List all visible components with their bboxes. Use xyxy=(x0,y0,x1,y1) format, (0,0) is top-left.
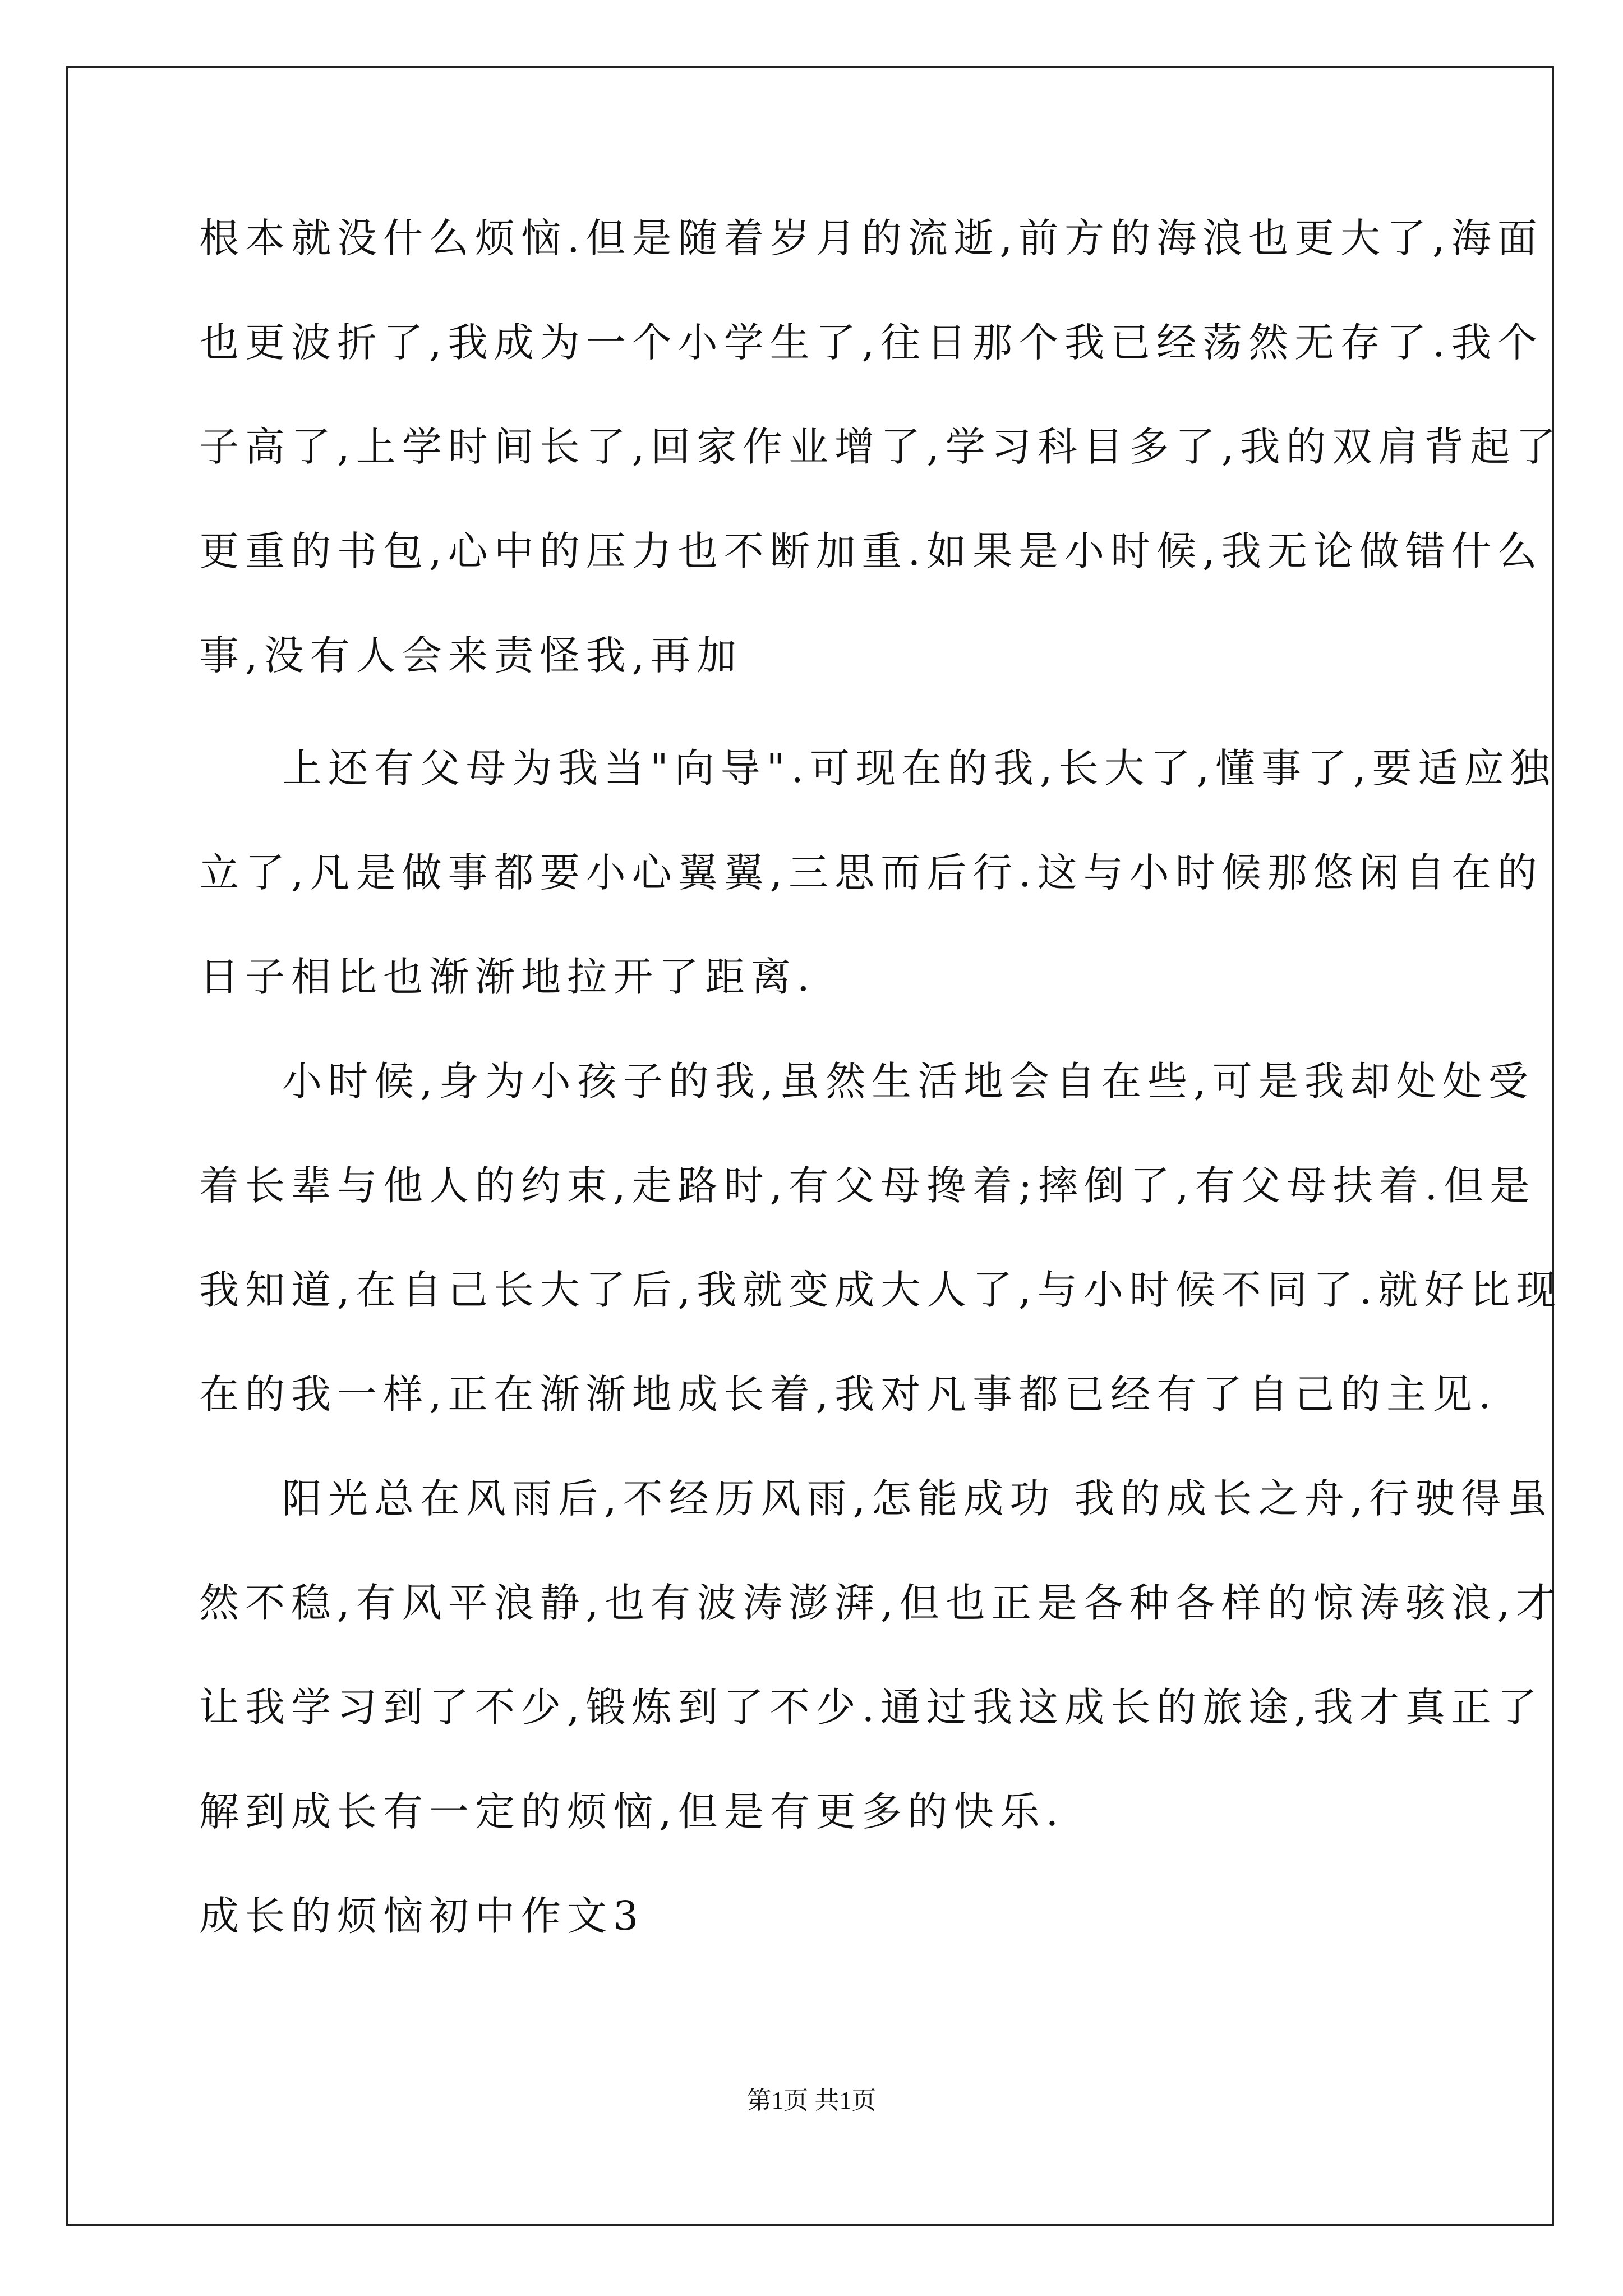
text-line: 事,没有人会来责怪我,再加 xyxy=(199,632,743,679)
text-line: 小时候,身为小孩子的我,虽然生活地会自在些,可是我却处处受 xyxy=(282,1058,1534,1105)
text-line: 根本就没什么烦恼.但是随着岁月的流逝,前方的海浪也更大了,海面 xyxy=(199,215,1543,261)
page-footer: 第1页 共1页 xyxy=(746,2087,877,2114)
text-line: 在的我一样,正在渐渐地成长着,我对凡事都已经有了自己的主见. xyxy=(199,1371,1497,1418)
text-line: 然不稳,有风平浪静,也有波涛澎湃,但也正是各种各样的惊涛骇浪,才 xyxy=(199,1580,1562,1626)
text-line: 阳光总在风雨后,不经历风雨,怎能成功 我的成长之舟,行驶得虽 xyxy=(282,1475,1553,1522)
text-line: 立了,凡是做事都要小心翼翼,三思而后行.这与小时候那悠闲自在的 xyxy=(199,849,1543,896)
text-line: 也更波折了,我成为一个小学生了,往日那个我已经荡然无存了.我个 xyxy=(199,319,1543,366)
text-line: 让我学习到了不少,锻炼到了不少.通过我这成长的旅途,我才真正了 xyxy=(199,1684,1543,1731)
text-line: 日子相比也渐渐地拉开了距离. xyxy=(199,954,816,1000)
section-heading: 成长的烦恼初中作文3 xyxy=(199,1893,645,1939)
text-line: 上还有父母为我当"向导".可现在的我,长大了,懂事了,要适应独 xyxy=(282,745,1556,792)
text-line: 更重的书包,心中的压力也不断加重.如果是小时候,我无论做错什么 xyxy=(199,528,1543,574)
text-line: 解到成长有一定的烦恼,但是有更多的快乐. xyxy=(199,1788,1065,1835)
text-line: 我知道,在自己长大了后,我就变成大人了,与小时候不同了.就好比现 xyxy=(199,1267,1562,1313)
text-line: 着长辈与他人的约束,走路时,有父母搀着;摔倒了,有父母扶着.但是 xyxy=(199,1162,1536,1209)
text-line: 子高了,上学时间长了,回家作业增了,学习科目多了,我的双肩背起了 xyxy=(199,424,1562,470)
